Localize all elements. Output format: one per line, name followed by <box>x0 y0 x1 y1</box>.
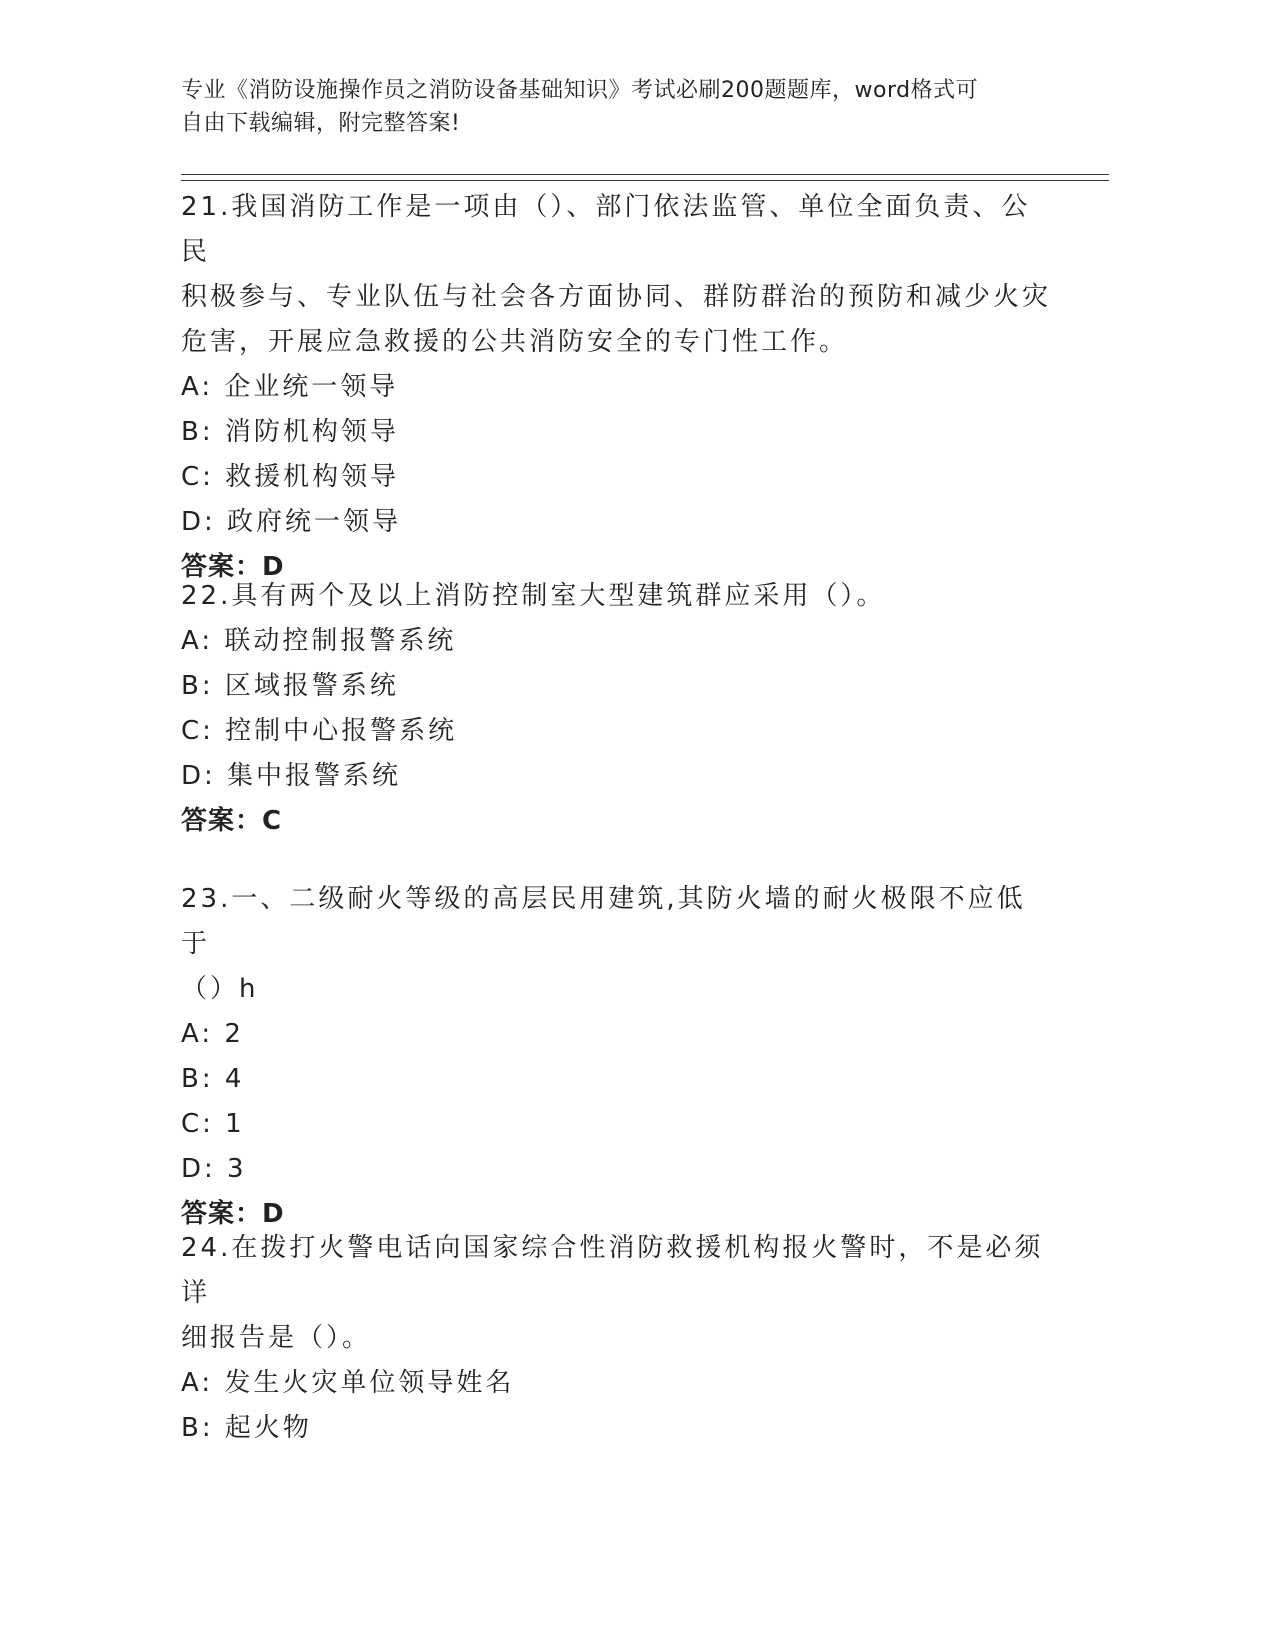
question-stem-line: 积极参与、专业队伍与社会各方面协同、群防群治的预防和减少火灾 <box>181 282 1052 312</box>
option-b: B: 4 <box>181 1064 245 1094</box>
question-stem-line: （）h <box>181 974 259 1004</box>
header-divider-bottom <box>181 180 1109 181</box>
option-b: B: 区域报警系统 <box>181 671 399 701</box>
option-a: A: 发生火灾单位领导姓名 <box>181 1368 515 1398</box>
question-stem-line: 危害，开展应急救援的公共消防安全的专门性工作。 <box>181 327 849 357</box>
header-divider-top <box>181 174 1109 175</box>
answer-line: 答案：D <box>181 1199 285 1229</box>
option-c: C: 1 <box>181 1109 245 1139</box>
option-d: D: 政府统一领导 <box>181 507 402 537</box>
option-d: D: 集中报警系统 <box>181 761 402 791</box>
question-22 <box>181 574 1051 844</box>
option-d: D: 3 <box>181 1154 247 1184</box>
header-line-2: 自由下载编辑，附完整答案! <box>181 111 461 136</box>
option-a: A: 企业统一领导 <box>181 372 399 402</box>
question-stem-line: 23.一、二级耐火等级的高层民用建筑,其防火墙的耐火极限不应低于 <box>181 884 1026 959</box>
option-b: B: 起火物 <box>181 1413 312 1443</box>
answer-line: 答案：C <box>181 806 283 836</box>
option-c: C: 控制中心报警系统 <box>181 716 458 746</box>
question-21 <box>181 185 1051 590</box>
option-a: A: 2 <box>181 1019 244 1049</box>
answer-line: 答案：D <box>181 552 285 582</box>
question-23 <box>181 877 1051 1237</box>
header-line-1: 专业《消防设施操作员之消防设备基础知识》考试必刷200题题库，word格式可 <box>181 78 979 103</box>
option-a: A: 联动控制报警系统 <box>181 626 457 656</box>
question-24 <box>181 1226 1051 1451</box>
document-header <box>181 74 1051 140</box>
question-stem-line: 24.在拨打火警电话向国家综合性消防救援机构报火警时，不是必须详 <box>181 1233 1044 1308</box>
option-b: B: 消防机构领导 <box>181 417 399 447</box>
question-stem-line: 21.我国消防工作是一项由（）、部门依法监管、单位全面负责、公民 <box>181 192 1031 267</box>
question-stem-line: 细报告是（）。 <box>181 1323 372 1353</box>
option-c: C: 救援机构领导 <box>181 462 400 492</box>
question-stem-line: 22.具有两个及以上消防控制室大型建筑群应采用（）。 <box>181 581 886 611</box>
